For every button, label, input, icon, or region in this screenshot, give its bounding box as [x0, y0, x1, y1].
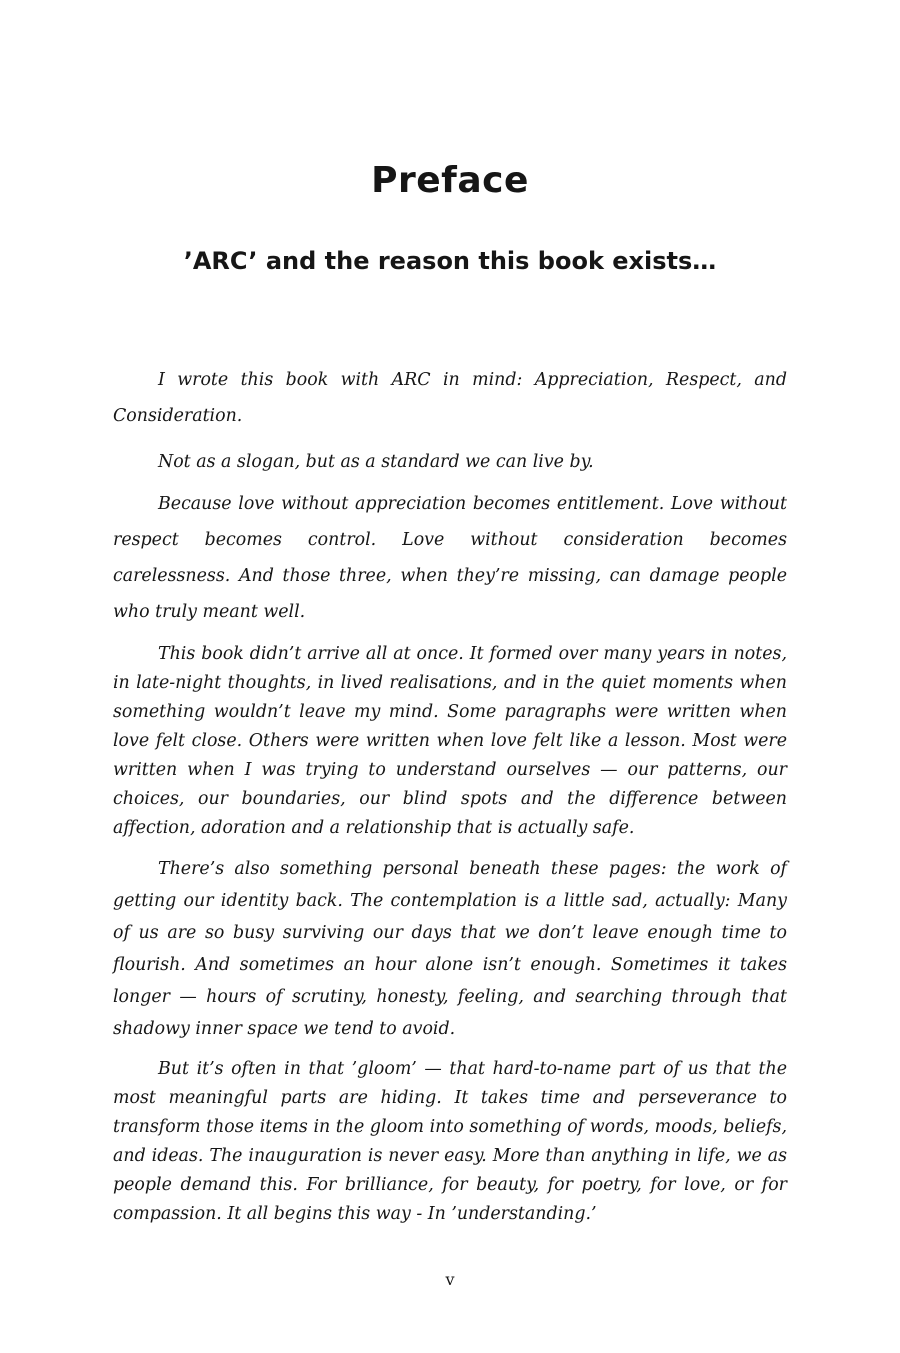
paragraph: There’s also something personal beneath these pages: the work of getting our identity back. The contemplation is a little sad, actually: Many of us are so busy surviving our days that we don’t leave enough time to flourish. And sometimes an hour alone isn’t enough. Sometimes it takes longer — hours of scrutiny, honesty, feeling, and searching through that shadowy inner space we tend to avoid.: [113, 859, 787, 1039]
page-number: v: [445, 1270, 455, 1289]
paragraph: I wrote this book with ARC in mind: Appreciation, Respect, and Consideration.: [113, 370, 787, 426]
paragraph: Not as a slogan, but as a standard we can live by.: [158, 452, 594, 472]
page-subtitle: ’ARC’ and the reason this book exists…: [183, 247, 717, 275]
paragraph: This book didn’t arrive all at once. It formed over many years in notes, in late-night thoughts, in lived realisations, and in the quiet moments when something wouldn’t leave my mind. Some paragraphs were written when love felt close. Others were written when love felt like a lesson. Most were written when I was trying to understand ourselves — our patterns, our choices, our boundaries, our blind spots and the difference between affection, adoration and a relationship that is actually safe.: [113, 644, 787, 838]
preface-body: [113, 362, 787, 1229]
paragraph: Because love without appreciation becomes entitlement. Love without respect becomes control. Love without consideration becomes carelessness. And those three, when they’re missing, can damage people who truly meant well.: [113, 494, 787, 622]
paragraph: But it’s often in that ’gloom’ — that hard-to-name part of us that the most meaningful parts are hiding. It takes time and perseverance to transform those items in the gloom into something of words, moods, beliefs, and ideas. The inauguration is never easy. More than anything in life, we as people demand this. For brilliance, for beauty, for poetry, for love, or for compassion. It all begins this way - In ’understanding.’: [113, 1059, 787, 1224]
page-title: Preface: [371, 160, 529, 201]
